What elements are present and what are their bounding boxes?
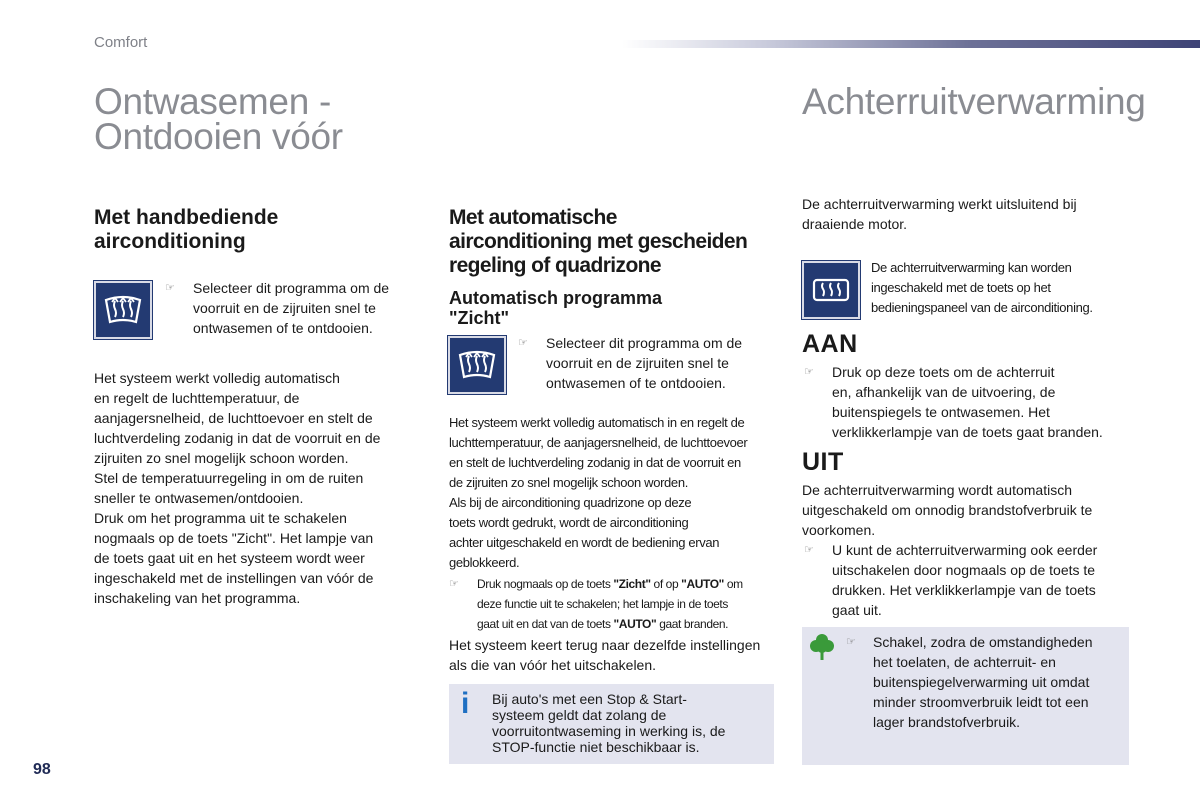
text-line: sneller te ontwasemen/ontdooien.	[94, 490, 304, 506]
text-line: De achterruitverwarming werkt uitsluitend bij	[802, 196, 1077, 212]
page-title-left-line2: Ontdooien vóór	[94, 116, 343, 157]
col3-off-bullet-text	[832, 540, 1097, 620]
text-line: lager brandstofverbruik.	[873, 714, 1021, 730]
col2-paragraph	[449, 413, 747, 573]
col1-heading-line1: Met handbediende	[94, 206, 279, 229]
col2-subheading	[449, 288, 662, 328]
col3-off-bullet	[804, 540, 1097, 620]
text-line: de toets gaat uit en het systeem wordt weer	[94, 550, 365, 566]
col2-bullet-text	[546, 333, 742, 393]
info-note-text	[492, 691, 725, 755]
text-line: systeem geldt dat zolang de	[492, 707, 667, 723]
text-line: geblokkeerd.	[449, 555, 520, 570]
col2-heading	[449, 206, 747, 278]
text-line: voorruit en de zijruiten snel te	[193, 300, 376, 316]
text-line: Druk om het programma uit te schakelen	[94, 510, 347, 526]
text-line: Het systeem werkt volledig automatisch	[94, 370, 340, 386]
info-icon: i	[461, 687, 470, 720]
text-line: Schakel, zodra de omstandigheden	[873, 634, 1093, 650]
text-line: buitenspiegelverwarming uit omdat	[873, 674, 1090, 690]
text-line: voorruitontwaseming in werking is, de	[492, 723, 726, 739]
hand-pointer-icon: ☞	[518, 337, 528, 349]
text-line: Druk nogmaals op de toets "Zicht" of op "AUTO" om	[477, 577, 743, 591]
text-line: gaat uit en dat van de toets "AUTO" gaat branden.	[477, 617, 729, 631]
col2-paragraph2	[449, 635, 760, 675]
col2-bullet2-text	[477, 574, 743, 634]
hand-pointer-icon: ☞	[804, 544, 814, 556]
rear-window-heating-icon	[802, 261, 860, 319]
col1-heading-line2: airconditioning	[94, 230, 246, 253]
text-line: deze functie uit te schakelen; het lampje in de toets	[477, 597, 728, 611]
col2-subheading-line1: Automatisch programma	[449, 288, 663, 308]
text-line: Het systeem keert terug naar dezelfde instellingen	[449, 637, 761, 653]
eco-tip-bullet	[846, 632, 1092, 732]
text-line: STOP-functie niet beschikbaar is.	[492, 739, 700, 755]
col2-bullet2	[449, 574, 743, 634]
col1-heading	[94, 206, 278, 254]
text-line: bedieningspaneel van de airconditioning.	[871, 300, 1093, 315]
info-note-box	[449, 684, 774, 764]
text-line: als die van vóór het uitschakelen.	[449, 657, 657, 673]
windscreen-defrost-icon	[448, 336, 506, 394]
col3-icon-text	[871, 258, 1093, 318]
hand-pointer-icon: ☞	[846, 636, 856, 648]
text-line: toets wordt gedrukt, wordt de airconditioning	[449, 515, 689, 530]
text-line: ontwasemen of te ontdooien.	[546, 375, 726, 391]
col2-heading-line1: Met automatische	[449, 206, 617, 229]
text-line: Druk op deze toets om de achterruit	[832, 364, 1055, 380]
text-line: achter uitgeschakeld en wordt de bediening ervan	[449, 535, 720, 550]
text-line: en, afhankelijk van de uitvoering, de	[832, 384, 1056, 400]
text-line: luchtverdeling zodanig in dat de voorruit en de	[94, 430, 381, 446]
text-line: nogmaals op de toets "Zicht". Het lampje van	[94, 530, 374, 546]
text-line: De achterruitverwarming kan worden	[871, 260, 1072, 275]
col1-bullet	[165, 278, 389, 338]
text-line: inschakeling van het programma.	[94, 590, 301, 606]
text-line: Het systeem werkt volledig automatisch in en regelt de	[449, 415, 745, 430]
col1-bullet-text	[193, 278, 389, 338]
eco-tip-text	[873, 632, 1092, 732]
text-line: De achterruitverwarming wordt automatisch	[802, 482, 1072, 498]
section-label: Comfort	[94, 34, 148, 51]
col3-on-bullet-text	[832, 362, 1103, 442]
col3-intro	[802, 194, 1077, 234]
text-line: Bij auto's met een Stop & Start-	[492, 691, 687, 707]
text-line: voorkomen.	[802, 522, 876, 538]
text-line: ingeschakeld met de toets op het	[871, 280, 1051, 295]
col2-subheading-line2: "Zicht"	[449, 308, 510, 328]
col1-paragraph	[94, 368, 380, 608]
text-line: Selecteer dit programma om de	[193, 280, 390, 296]
text-line: draaiende motor.	[802, 216, 908, 232]
text-line: zijruiten zo snel mogelijk schoon worden.	[94, 450, 349, 466]
text-line: ontwasemen of te ontdooien.	[193, 320, 373, 336]
text-line: Selecteer dit programma om de	[546, 335, 743, 351]
page-title-left	[94, 81, 343, 157]
eco-leaf-icon	[809, 633, 835, 661]
on-heading: AAN	[802, 330, 858, 358]
hand-pointer-icon: ☞	[165, 282, 175, 294]
off-heading: UIT	[802, 448, 844, 476]
page-number: 98	[33, 761, 51, 778]
page-title-right: Achterruitverwarming	[802, 81, 1146, 122]
text-line: Als bij de airconditioning quadrizone op deze	[449, 495, 692, 510]
text-line: de zijruiten zo snel mogelijk schoon worden.	[449, 475, 688, 490]
text-line: aanjagersnelheid, de luchttoevoer en stelt de	[94, 410, 373, 426]
text-line: en regelt de luchttemperatuur, de	[94, 390, 300, 406]
col2-heading-line2: airconditioning met gescheiden	[449, 230, 748, 253]
text-line: uitgeschakeld om onnodig brandstofverbruik te	[802, 502, 1093, 518]
windscreen-defrost-icon	[94, 281, 152, 339]
text-line: U kunt de achterruitverwarming ook eerder	[832, 542, 1098, 558]
text-line: minder stroomverbruik leidt tot een	[873, 694, 1089, 710]
hand-pointer-icon: ☞	[449, 578, 459, 590]
text-line: verklikkerlampje van de toets gaat branden.	[832, 424, 1103, 440]
header-gradient-bar	[622, 40, 1200, 48]
text-line: gaat uit.	[832, 602, 882, 618]
text-line: uitschakelen door nogmaals op de toets te	[832, 562, 1096, 578]
text-line: luchttemperatuur, de aanjagersnelheid, de luchttoevoer	[449, 435, 748, 450]
text-line: het toelaten, de achterruit- en	[873, 654, 1056, 670]
text-line: drukken. Het verklikkerlampje van de toets	[832, 582, 1096, 598]
eco-tip-box	[802, 627, 1129, 765]
hand-pointer-icon: ☞	[804, 366, 814, 378]
col3-off-paragraph	[802, 480, 1092, 540]
text-line: voorruit en de zijruiten snel te	[546, 355, 729, 371]
col2-heading-line3: regeling of quadrizone	[449, 254, 661, 277]
text-line: buitenspiegels te ontwasemen. Het	[832, 404, 1050, 420]
text-line: Stel de temperatuurregeling in om de ruiten	[94, 470, 364, 486]
text-line: en stelt de luchtverdeling zodanig in dat de voorruit en	[449, 455, 741, 470]
col2-bullet	[518, 333, 742, 393]
page-title-left-line1: Ontwasemen -	[94, 81, 331, 122]
text-line: ingeschakeld met de instellingen van vóór de	[94, 570, 374, 586]
col3-on-bullet	[804, 362, 1103, 442]
